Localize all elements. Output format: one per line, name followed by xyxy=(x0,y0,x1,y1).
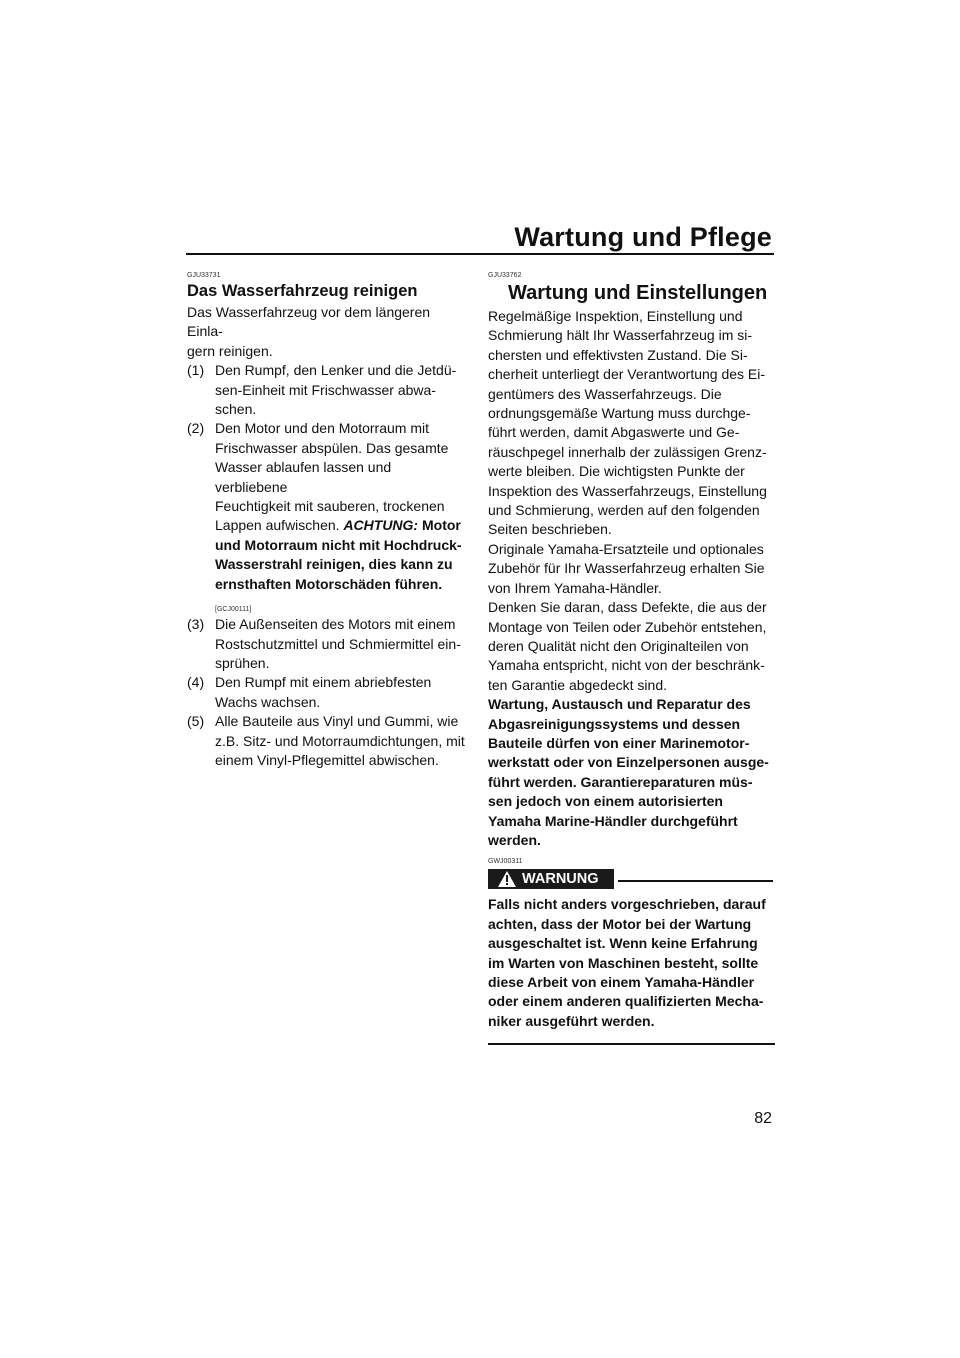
warning-label: WARNUNG xyxy=(522,871,599,888)
item-number: (2) xyxy=(187,420,205,437)
text-line: Schmierung hält Ihr Wasserfahrzeug im si- xyxy=(488,327,753,344)
caution-text: Motor xyxy=(418,517,461,534)
right-column xyxy=(488,271,775,1045)
item-line: Den Rumpf, den Lenker und die Jetdü- xyxy=(215,362,457,379)
section-code: GJU33762 xyxy=(488,272,522,279)
text-line: im Warten von Maschinen besteht, sollte xyxy=(488,954,759,971)
text-line: Bauteile dürfen von einer Marinemotor- xyxy=(488,734,750,751)
warning-box xyxy=(488,858,775,1045)
warning-code: GWJ00311 xyxy=(488,858,523,866)
intro-line: Das Wasserfahrzeug vor dem längeren Einla- xyxy=(187,304,431,340)
warning-text xyxy=(488,895,775,1031)
text-line: werkstatt oder von Einzelpersonen ausge- xyxy=(488,754,769,771)
text-line: cherheit unterliegt der Verantwortung des Ei- xyxy=(488,366,766,383)
caution-code: [GCJ00111] xyxy=(215,606,252,614)
text-line: und Schmierung, werden auf den folgenden xyxy=(488,502,760,519)
paragraph xyxy=(488,540,775,598)
text-line: Zubehör für Ihr Wasserfahrzeug erhalten Sie xyxy=(488,560,765,577)
text-line: werden. xyxy=(488,831,541,848)
text-line: Yamaha entspricht, nicht von der beschränk- xyxy=(488,657,765,674)
item-line: Den Motor und den Motorraum mit xyxy=(215,420,429,437)
item-line: sen-Einheit mit Frischwasser abwa- xyxy=(215,381,436,398)
item-number: (3) xyxy=(187,616,205,633)
text-line: ten Garantie abgedeckt sind. xyxy=(488,676,668,693)
bold-paragraph xyxy=(488,695,775,850)
caution-line: ernsthaften Motorschäden führen. xyxy=(215,575,443,592)
text-line: Seiten beschrieben. xyxy=(488,521,612,538)
item-line: Den Rumpf mit einem abriebfesten xyxy=(215,674,432,691)
text-line: oder einem anderen qualifizierten Mecha- xyxy=(488,993,764,1010)
warning-bottom-rule xyxy=(488,1043,775,1045)
item-line-text: Lappen aufwischen. xyxy=(215,517,344,534)
item-line: z.B. Sitz- und Motorraumdichtungen, mit xyxy=(215,732,465,749)
text-line: Yamaha Marine-Händler durchgeführt xyxy=(488,812,738,829)
item-line: Die Außenseiten des Motors mit einem xyxy=(215,616,456,633)
text-line: Denken Sie daran, dass Defekte, die aus der xyxy=(488,599,767,616)
text-line: Montage von Teilen oder Zubehör entstehen, xyxy=(488,618,767,635)
page-title: Wartung und Pflege xyxy=(514,222,772,252)
list-item xyxy=(187,419,465,614)
warning-header xyxy=(488,869,775,893)
list-item xyxy=(187,615,465,673)
item-number: (4) xyxy=(187,674,205,691)
warning-triangle-icon xyxy=(498,871,516,887)
text-line: Falls nicht anders vorgeschrieben, darauf xyxy=(488,896,766,913)
text-line: diese Arbeit von einem Yamaha-Händler xyxy=(488,974,755,990)
left-column xyxy=(187,271,465,770)
caution-line: Wasserstrahl reinigen, dies kann zu xyxy=(215,556,453,573)
intro-line: gern reinigen. xyxy=(187,342,273,359)
item-line: sprühen. xyxy=(215,654,270,671)
text-line: sen jedoch von einem autorisierten xyxy=(488,793,723,810)
text-line: ausgeschaltet ist. Wenn keine Erfahrung xyxy=(488,935,758,952)
item-line: einem Vinyl-Pflegemittel abwischen. xyxy=(215,751,439,768)
caution-line: und Motorraum nicht mit Hochdruck- xyxy=(215,536,462,553)
text-line: Abgasreinigungssystems und dessen xyxy=(488,715,741,732)
text-line: führt werden. Garantiereparaturen müs- xyxy=(488,773,753,790)
item-line: Wasser ablaufen lassen und verbliebene xyxy=(215,459,392,495)
list-item xyxy=(187,361,465,419)
section-heading: Wartung und Einstellungen xyxy=(508,282,768,304)
text-line: achten, dass der Motor bei der Wartung xyxy=(488,915,752,932)
text-line: Wartung, Austausch und Reparatur des xyxy=(488,696,751,713)
text-line: Regelmäßige Inspektion, Einstellung und xyxy=(488,308,743,324)
list-item xyxy=(187,673,465,712)
text-line: niker ausgeführt werden. xyxy=(488,1012,655,1029)
paragraph xyxy=(488,598,775,695)
text-line: ordnungsgemäße Wartung muss durchge- xyxy=(488,405,751,422)
section-heading: Das Wasserfahrzeug reinigen xyxy=(187,282,418,300)
item-number: (1) xyxy=(187,362,205,379)
text-line: Inspektion des Wasserfahrzeugs, Einstellung xyxy=(488,482,767,499)
item-line: Frischwasser abspülen. Das gesamte xyxy=(215,439,449,456)
text-line: Originale Yamaha-Ersatzteile und optionales xyxy=(488,540,764,557)
page-number: 82 xyxy=(754,1110,772,1127)
paragraph xyxy=(488,307,775,540)
text-line: deren Qualität nicht den Originalteilen von xyxy=(488,637,749,654)
item-line: Wachs wachsen. xyxy=(215,693,321,710)
section-code: GJU33731 xyxy=(187,272,221,279)
list-item xyxy=(187,712,465,770)
text-line: von Ihrem Yamaha-Händler. xyxy=(488,579,662,596)
achtung-label: ACHTUNG: xyxy=(343,517,419,534)
text-line: führt werden, damit Abgaswerte und Ge- xyxy=(488,424,740,441)
item-line: Feuchtigkeit mit sauberen, trockenen xyxy=(215,498,445,515)
item-line: schen. xyxy=(215,401,257,418)
header-rule xyxy=(186,253,774,255)
warning-rule xyxy=(618,880,773,882)
warning-badge xyxy=(488,869,614,889)
item-line: Rostschutzmittel und Schmiermittel ein- xyxy=(215,635,461,652)
item-line xyxy=(215,516,465,535)
item-line: Alle Bauteile aus Vinyl und Gummi, wie xyxy=(215,713,459,730)
item-number: (5) xyxy=(187,713,205,730)
text-line: chersten und effektivsten Zustand. Die Si- xyxy=(488,346,748,363)
text-line: räuschpegel innerhalb der zulässigen Grenz- xyxy=(488,443,767,460)
text-line: gentümers des Wasserfahrzeugs. Die xyxy=(488,385,722,402)
text-line: werte bleiben. Die wichtigsten Punkte der xyxy=(488,463,745,480)
